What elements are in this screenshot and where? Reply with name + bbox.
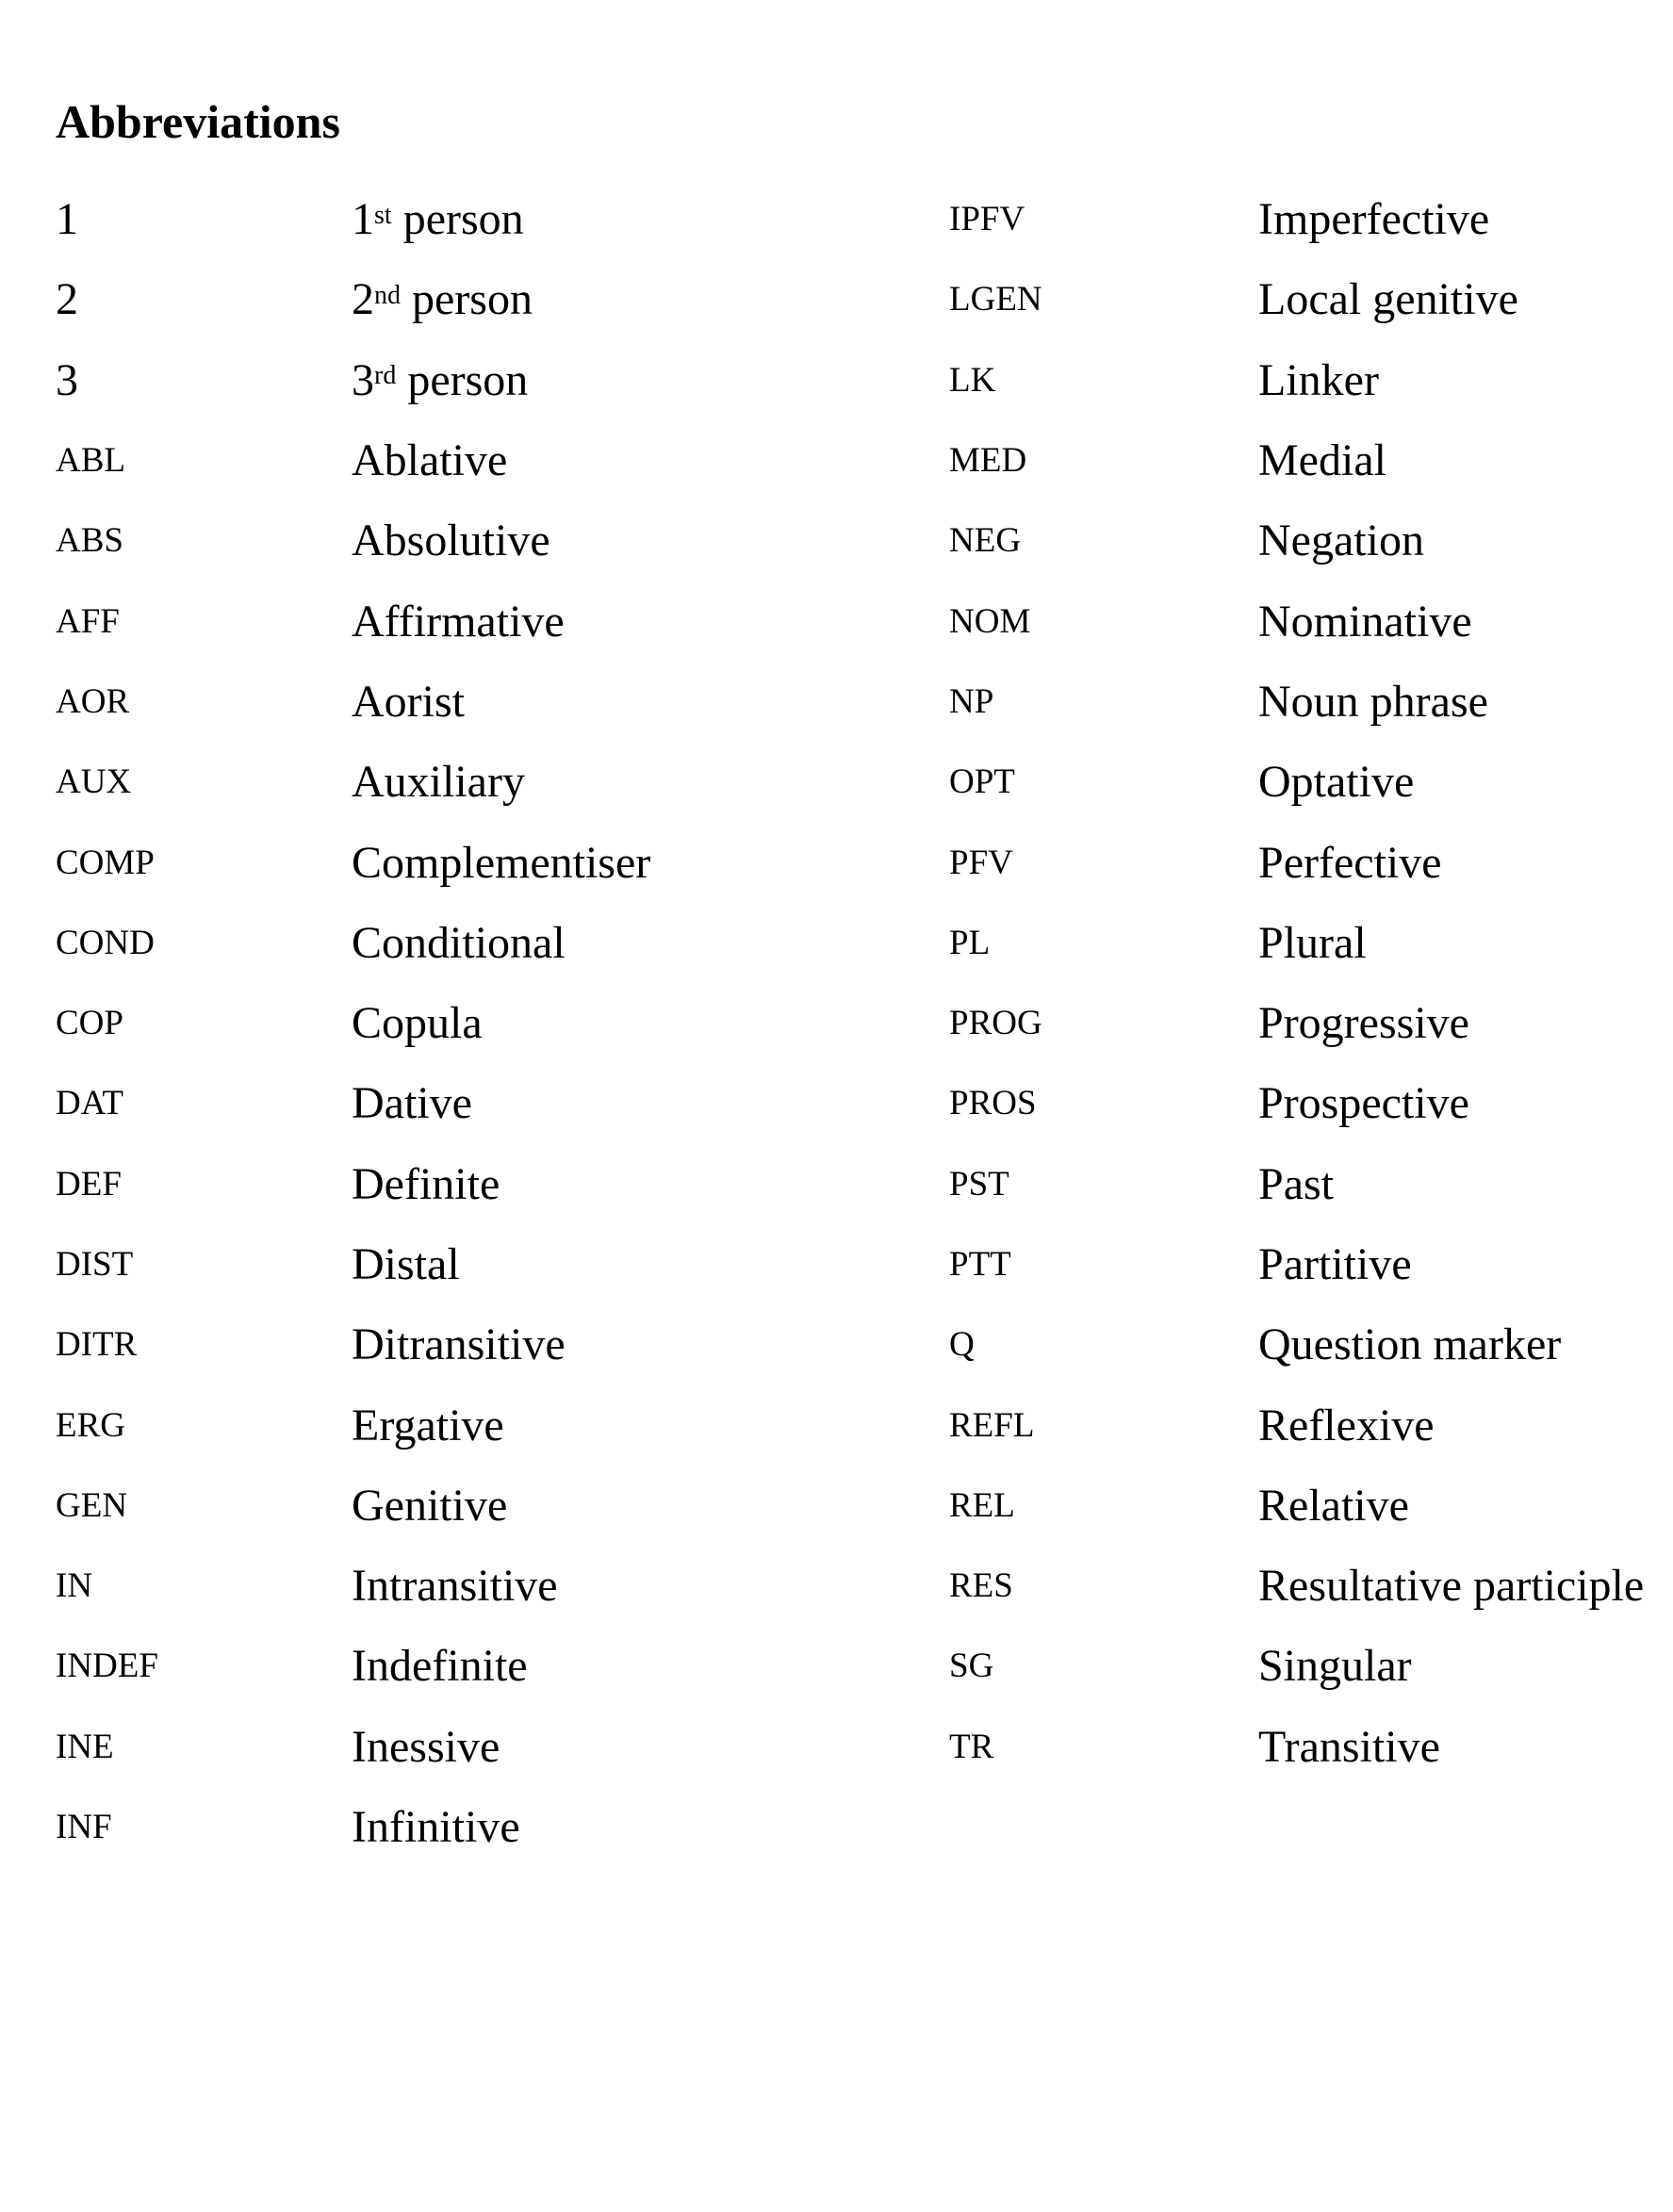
abbreviation-code: GEN bbox=[56, 1485, 128, 1525]
abbreviation-entry bbox=[56, 420, 715, 500]
abbreviation-entry bbox=[56, 581, 715, 661]
abbreviation-code: DIST bbox=[56, 1245, 134, 1284]
abbreviation-entry bbox=[56, 742, 715, 822]
abbreviation-gloss: 2 $^{nd}$ person bbox=[352, 274, 533, 325]
abbreviation-code: NOM bbox=[949, 601, 1031, 641]
abbreviation-entry bbox=[56, 1707, 715, 1787]
abbreviation-list-left bbox=[56, 179, 715, 1867]
abbreviation-gloss: Inessive bbox=[352, 1721, 500, 1772]
abbreviation-gloss: Affirmative bbox=[352, 596, 565, 647]
abbreviation-code: INE bbox=[56, 1727, 114, 1766]
abbreviation-entry bbox=[56, 983, 715, 1063]
abbreviation-gloss: 1 $^{st}$ person bbox=[352, 194, 524, 245]
abbreviation-entry bbox=[949, 1626, 1673, 1706]
abbreviation-code: COMP bbox=[56, 843, 155, 882]
abbreviation-entry bbox=[949, 1063, 1673, 1143]
abbreviation-code: PFV bbox=[949, 843, 1013, 882]
abbreviation-gloss: Distal bbox=[352, 1239, 460, 1289]
abbreviation-code: PTT bbox=[949, 1245, 1011, 1284]
abbreviation-code: ABL bbox=[56, 441, 125, 481]
abbreviation-code: 3 bbox=[56, 354, 78, 405]
abbreviation-code: IPFV bbox=[949, 200, 1025, 239]
abbreviation-gloss: Negation bbox=[1258, 516, 1424, 566]
abbreviation-code: DITR bbox=[56, 1325, 138, 1365]
abbreviation-gloss: Medial bbox=[1258, 435, 1386, 486]
abbreviation-list-right bbox=[949, 179, 1673, 1787]
abbreviation-gloss: Auxiliary bbox=[352, 757, 525, 808]
abbreviation-gloss: Question marker bbox=[1258, 1319, 1562, 1370]
abbreviation-code: NP bbox=[949, 681, 994, 721]
gloss-text: person bbox=[391, 194, 524, 245]
abbreviation-entry bbox=[56, 179, 715, 259]
abbreviation-entry bbox=[56, 903, 715, 983]
abbreviation-gloss: 3 $^{rd}$ person bbox=[352, 354, 529, 405]
abbreviation-code: INDEF bbox=[56, 1647, 158, 1686]
abbreviation-gloss: Optative bbox=[1258, 757, 1415, 808]
abbreviation-code: AOR bbox=[56, 681, 130, 721]
abbreviation-code: COND bbox=[56, 923, 155, 962]
abbreviation-entry bbox=[949, 1144, 1673, 1224]
abbreviation-entry bbox=[949, 1546, 1673, 1626]
abbreviation-gloss: Conditional bbox=[352, 917, 566, 968]
abbreviation-entry bbox=[949, 500, 1673, 581]
abbreviation-code: IN bbox=[56, 1566, 93, 1606]
abbreviation-gloss: Past bbox=[1258, 1158, 1335, 1209]
gloss-number: 1 bbox=[352, 194, 374, 245]
abbreviation-entry bbox=[949, 1224, 1673, 1304]
abbreviation-gloss: Absolutive bbox=[352, 516, 550, 566]
abbreviation-code: DEF bbox=[56, 1164, 122, 1204]
abbreviation-gloss: Intransitive bbox=[352, 1561, 558, 1612]
abbreviation-entry bbox=[56, 1304, 715, 1385]
abbreviation-entry bbox=[56, 1787, 715, 1867]
abbreviation-gloss: Imperfective bbox=[1258, 194, 1490, 245]
abbreviation-gloss: Infinitive bbox=[352, 1802, 520, 1853]
abbreviation-code: REL bbox=[949, 1485, 1015, 1525]
abbreviation-gloss: Progressive bbox=[1258, 998, 1469, 1049]
abbreviation-entry bbox=[949, 420, 1673, 500]
abbreviation-gloss: Ergative bbox=[352, 1400, 504, 1450]
abbreviation-entry bbox=[949, 903, 1673, 983]
abbreviation-code: DAT bbox=[56, 1084, 123, 1123]
abbreviation-gloss: Ditransitive bbox=[352, 1319, 566, 1370]
abbreviation-gloss: Reflexive bbox=[1258, 1400, 1435, 1450]
abbreviation-gloss: Complementiser bbox=[352, 837, 651, 888]
gloss-number: 2 bbox=[352, 274, 374, 325]
abbreviation-entry bbox=[949, 1304, 1673, 1385]
abbreviation-code: Q bbox=[949, 1325, 975, 1365]
abbreviation-entry bbox=[56, 340, 715, 420]
abbreviation-entry bbox=[56, 822, 715, 902]
abbreviation-code: PROS bbox=[949, 1084, 1037, 1123]
abbreviation-entry bbox=[949, 983, 1673, 1063]
abbreviation-code: LK bbox=[949, 360, 996, 400]
abbreviation-code: PST bbox=[949, 1164, 1009, 1204]
abbreviation-code: INF bbox=[56, 1808, 112, 1847]
abbreviation-entry bbox=[56, 662, 715, 742]
abbreviation-gloss: Copula bbox=[352, 998, 483, 1049]
abbreviation-code: 1 bbox=[56, 194, 78, 245]
abbreviation-entry bbox=[56, 1144, 715, 1224]
page-title: Abbreviations bbox=[56, 95, 340, 148]
abbreviation-code: COP bbox=[56, 1004, 123, 1043]
abbreviation-code: REFL bbox=[949, 1405, 1035, 1445]
abbreviation-gloss: Partitive bbox=[1258, 1239, 1412, 1289]
abbreviation-gloss: Plural bbox=[1258, 917, 1367, 968]
abbreviation-gloss: Perfective bbox=[1258, 837, 1442, 888]
abbreviation-entry bbox=[949, 1466, 1673, 1546]
gloss-text: person bbox=[401, 274, 533, 325]
abbreviation-code: ERG bbox=[56, 1405, 125, 1445]
abbreviation-gloss: Ablative bbox=[352, 435, 508, 486]
abbreviation-entry bbox=[56, 1063, 715, 1143]
abbreviation-gloss: Relative bbox=[1258, 1480, 1409, 1531]
abbreviation-entry bbox=[56, 1546, 715, 1626]
abbreviation-gloss: Singular bbox=[1258, 1641, 1412, 1692]
abbreviation-gloss: Definite bbox=[352, 1158, 500, 1209]
abbreviation-entry bbox=[949, 179, 1673, 259]
abbreviation-entry bbox=[949, 1707, 1673, 1787]
abbreviation-code: AFF bbox=[56, 601, 120, 641]
abbreviation-code: TR bbox=[949, 1727, 994, 1766]
abbreviation-entry bbox=[949, 259, 1673, 339]
abbreviation-code: NEG bbox=[949, 521, 1022, 561]
abbreviation-code: MED bbox=[949, 441, 1027, 481]
abbreviation-entry bbox=[56, 1385, 715, 1465]
abbreviation-entry bbox=[56, 259, 715, 339]
abbreviation-entry bbox=[56, 500, 715, 581]
abbreviation-gloss: Dative bbox=[352, 1078, 472, 1129]
abbreviation-entry bbox=[949, 581, 1673, 661]
abbreviation-code: 2 bbox=[56, 274, 78, 325]
abbreviation-code: ABS bbox=[56, 521, 123, 561]
abbreviation-entry bbox=[949, 822, 1673, 902]
abbreviation-code: SG bbox=[949, 1647, 994, 1686]
abbreviation-entry bbox=[949, 742, 1673, 822]
abbreviation-gloss: Nominative bbox=[1258, 596, 1472, 647]
abbreviation-entry bbox=[56, 1224, 715, 1304]
abbreviation-entry bbox=[949, 340, 1673, 420]
abbreviation-code: PROG bbox=[949, 1004, 1042, 1043]
abbreviation-gloss: Local genitive bbox=[1258, 274, 1518, 325]
abbreviation-gloss: Genitive bbox=[352, 1480, 508, 1531]
abbreviation-code: AUX bbox=[56, 762, 132, 802]
abbreviation-entry bbox=[56, 1466, 715, 1546]
abbreviation-gloss: Aorist bbox=[352, 676, 465, 727]
gloss-number: 3 bbox=[352, 354, 374, 405]
abbreviation-gloss: Prospective bbox=[1258, 1078, 1469, 1129]
abbreviation-code: PL bbox=[949, 923, 991, 962]
abbreviation-entry bbox=[949, 662, 1673, 742]
abbreviation-code: RES bbox=[949, 1566, 1013, 1606]
abbreviation-entry bbox=[949, 1385, 1673, 1465]
abbreviation-code: OPT bbox=[949, 762, 1015, 802]
abbreviation-gloss: Transitive bbox=[1258, 1721, 1440, 1772]
abbreviation-gloss: Resultative participle bbox=[1258, 1561, 1645, 1612]
abbreviation-code: LGEN bbox=[949, 280, 1042, 320]
abbreviation-gloss: Linker bbox=[1258, 354, 1379, 405]
gloss-text: person bbox=[396, 354, 529, 405]
abbreviation-gloss: Noun phrase bbox=[1258, 676, 1488, 727]
abbreviation-gloss: Indefinite bbox=[352, 1641, 528, 1692]
abbreviation-entry bbox=[56, 1626, 715, 1706]
